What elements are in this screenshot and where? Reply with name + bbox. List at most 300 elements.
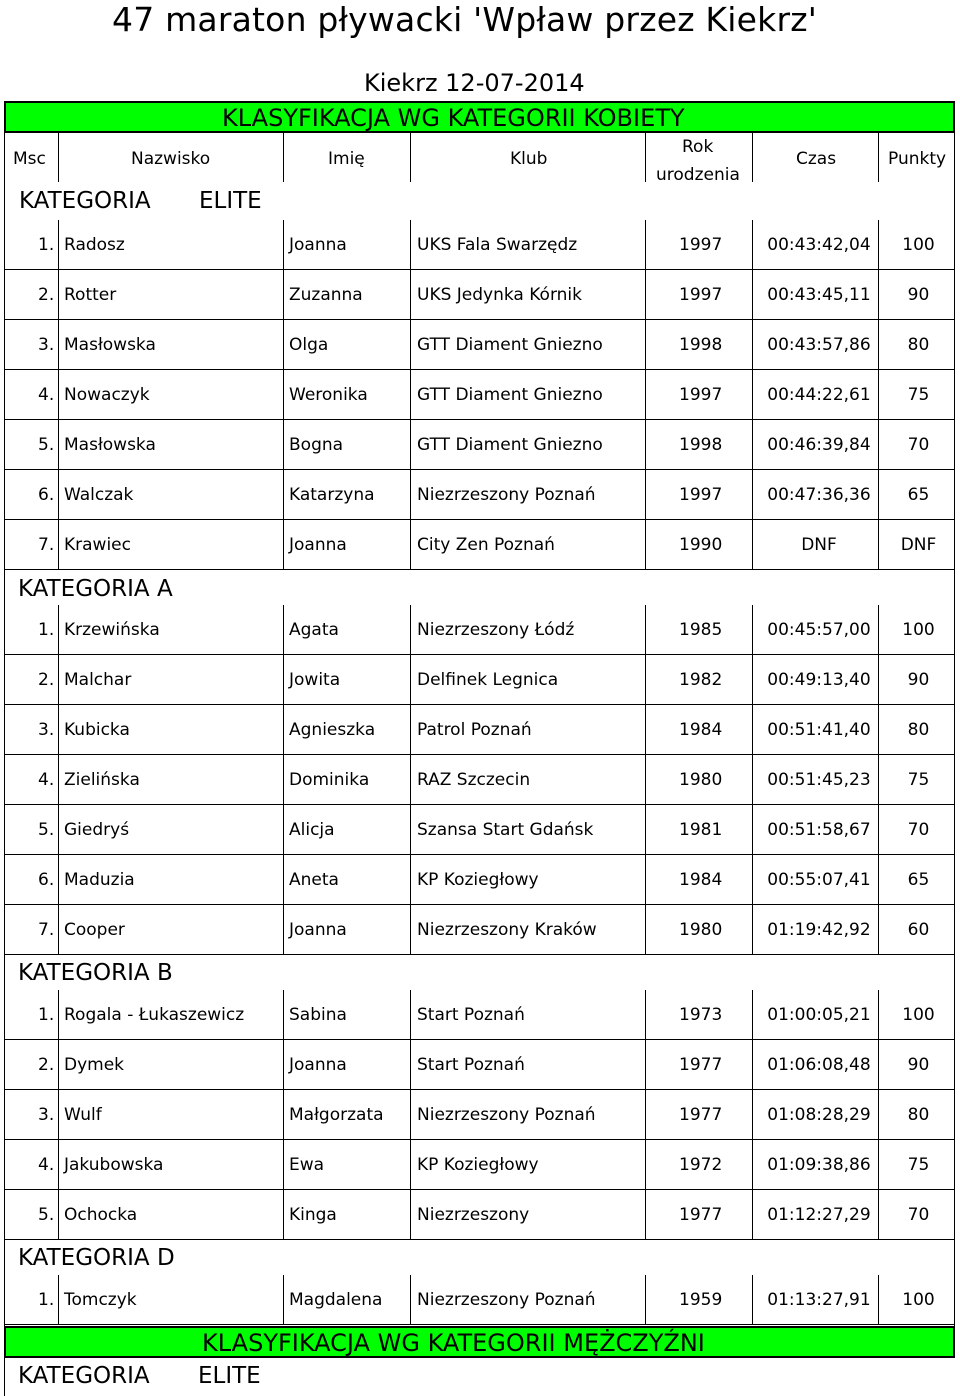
column-divider xyxy=(752,905,753,955)
column-divider xyxy=(283,755,284,805)
column-divider xyxy=(410,370,411,420)
column-divider xyxy=(410,705,411,755)
cell-klub: Niezrzeszony Kraków xyxy=(417,920,597,940)
cell-nazwisko: Krzewińska xyxy=(64,620,160,640)
column-divider xyxy=(58,470,59,520)
cell-punkty: 100 xyxy=(902,235,935,255)
cell-czas: 01:12:27,29 xyxy=(767,1205,871,1225)
column-divider xyxy=(58,705,59,755)
cell-czas: 00:43:42,04 xyxy=(767,235,871,255)
cell-rok: 1973 xyxy=(679,1005,723,1025)
table-row xyxy=(4,705,955,755)
cell-czas: 01:06:08,48 xyxy=(767,1055,871,1075)
category-a-label: KATEGORIA A xyxy=(18,576,173,602)
cell-czas: DNF xyxy=(801,535,837,555)
cell-msc: 1. xyxy=(38,1005,55,1025)
cell-rok: 1980 xyxy=(679,920,723,940)
cell-czas: 01:08:28,29 xyxy=(767,1105,871,1125)
column-divider xyxy=(58,905,59,955)
cell-punkty: 65 xyxy=(907,485,930,505)
cell-imie: Sabina xyxy=(289,1005,347,1025)
category-b-label: KATEGORIA B xyxy=(18,960,173,986)
table-row xyxy=(4,605,955,655)
cell-nazwisko: Krawiec xyxy=(64,535,131,555)
column-divider xyxy=(645,855,646,905)
column-divider xyxy=(58,1275,59,1325)
cell-czas: 01:00:05,21 xyxy=(767,1005,871,1025)
column-divider xyxy=(283,470,284,520)
cell-punkty: 70 xyxy=(907,1205,930,1225)
cell-czas: 01:13:27,91 xyxy=(767,1290,871,1310)
column-divider xyxy=(752,1275,753,1325)
cell-punkty: 90 xyxy=(907,1055,930,1075)
column-divider xyxy=(645,905,646,955)
cell-rok: 1997 xyxy=(679,235,723,255)
cell-klub: GTT Diament Gniezno xyxy=(417,435,603,455)
column-divider xyxy=(878,220,879,270)
column-divider xyxy=(878,805,879,855)
cell-rok: 1998 xyxy=(679,435,723,455)
column-divider xyxy=(283,1275,284,1325)
column-divider xyxy=(283,1140,284,1190)
column-divider xyxy=(878,705,879,755)
cell-klub: City Zen Poznań xyxy=(417,535,555,555)
column-divider xyxy=(752,1190,753,1240)
cell-nazwisko: Radosz xyxy=(64,235,125,255)
column-divider xyxy=(645,1140,646,1190)
cell-czas: 00:51:41,40 xyxy=(767,720,871,740)
column-divider xyxy=(410,520,411,570)
table-row xyxy=(4,990,955,1040)
column-divider xyxy=(58,655,59,705)
column-divider xyxy=(878,270,879,320)
column-divider xyxy=(752,990,753,1040)
banner-men-text: KLASYFIKACJA WG KATEGORII MĘŻCZYŹNI xyxy=(202,1329,705,1357)
column-divider xyxy=(283,705,284,755)
column-divider xyxy=(410,1040,411,1090)
column-divider xyxy=(878,755,879,805)
cell-rok: 1980 xyxy=(679,770,723,790)
cell-czas: 00:47:36,36 xyxy=(767,485,871,505)
cell-rok: 1984 xyxy=(679,720,723,740)
column-divider xyxy=(752,705,753,755)
cell-nazwisko: Maduzia xyxy=(64,870,135,890)
cell-czas: 01:09:38,86 xyxy=(767,1155,871,1175)
category-men-elite-label: KATEGORIA xyxy=(18,1363,150,1389)
cell-nazwisko: Dymek xyxy=(64,1055,125,1075)
cell-imie: Katarzyna xyxy=(289,485,375,505)
column-divider xyxy=(752,1040,753,1090)
cell-klub: Start Poznań xyxy=(417,1055,525,1075)
header-nazwisko: Nazwisko xyxy=(131,149,211,169)
column-divider xyxy=(58,420,59,470)
cell-punkty: 100 xyxy=(902,1005,935,1025)
column-divider xyxy=(58,605,59,655)
cell-nazwisko: Zielińska xyxy=(64,770,140,790)
cell-imie: Joanna xyxy=(289,1055,347,1075)
column-divider xyxy=(878,1190,879,1240)
cell-imie: Kinga xyxy=(289,1205,337,1225)
cell-punkty: 60 xyxy=(907,920,930,940)
column-divider xyxy=(878,990,879,1040)
column-divider xyxy=(645,270,646,320)
column-divider xyxy=(752,605,753,655)
cell-msc: 4. xyxy=(38,1155,55,1175)
cell-klub: Szansa Start Gdańsk xyxy=(417,820,594,840)
column-divider xyxy=(752,655,753,705)
column-divider xyxy=(283,905,284,955)
cell-nazwisko: Jakubowska xyxy=(64,1155,164,1175)
column-divider xyxy=(410,420,411,470)
header-urodzenia: urodzenia xyxy=(656,165,740,185)
cell-nazwisko: Masłowska xyxy=(64,435,156,455)
cell-imie: Dominika xyxy=(289,770,370,790)
cell-imie: Agata xyxy=(289,620,339,640)
table-row xyxy=(4,1040,955,1090)
cell-czas: 00:55:07,41 xyxy=(767,870,871,890)
column-divider xyxy=(58,220,59,270)
column-divider xyxy=(645,370,646,420)
column-divider xyxy=(645,1090,646,1140)
header-czas: Czas xyxy=(796,149,837,169)
cell-punkty: DNF xyxy=(900,535,937,555)
cell-punkty: 100 xyxy=(902,620,935,640)
cell-czas: 00:43:57,86 xyxy=(767,335,871,355)
column-divider xyxy=(410,1090,411,1140)
place-date: Kiekrz 12-07-2014 xyxy=(364,69,585,97)
cell-klub: RAZ Szczecin xyxy=(417,770,531,790)
cell-rok: 1985 xyxy=(679,620,723,640)
cell-nazwisko: Rotter xyxy=(64,285,117,305)
column-divider xyxy=(645,1040,646,1090)
cell-imie: Aneta xyxy=(289,870,339,890)
column-divider xyxy=(283,655,284,705)
cell-rok: 1977 xyxy=(679,1105,723,1125)
cell-punkty: 90 xyxy=(907,285,930,305)
cell-msc: 4. xyxy=(38,385,55,405)
cell-nazwisko: Tomczyk xyxy=(64,1290,137,1310)
column-divider xyxy=(58,805,59,855)
banner-women-text: KLASYFIKACJA WG KATEGORII KOBIETY xyxy=(222,104,685,132)
column-divider xyxy=(58,1190,59,1240)
cell-punkty: 80 xyxy=(907,720,930,740)
cell-punkty: 65 xyxy=(907,870,930,890)
column-divider xyxy=(878,605,879,655)
table-row xyxy=(4,320,955,370)
column-divider xyxy=(752,855,753,905)
column-divider xyxy=(410,905,411,955)
column-divider xyxy=(410,990,411,1040)
column-divider xyxy=(283,1040,284,1090)
cell-czas: 00:46:39,84 xyxy=(767,435,871,455)
column-divider xyxy=(58,755,59,805)
column-divider xyxy=(752,370,753,420)
header-punkty: Punkty xyxy=(888,149,947,169)
cell-rok: 1998 xyxy=(679,335,723,355)
column-divider xyxy=(283,1090,284,1140)
cell-klub: Niezrzeszony Poznań xyxy=(417,1290,596,1310)
cell-nazwisko: Giedryś xyxy=(64,820,130,840)
cell-punkty: 75 xyxy=(907,1155,930,1175)
cell-rok: 1997 xyxy=(679,485,723,505)
column-divider xyxy=(752,420,753,470)
cell-klub: KP Koziegłowy xyxy=(417,1155,539,1175)
cell-imie: Ewa xyxy=(289,1155,325,1175)
category-elite-label: KATEGORIA xyxy=(19,188,151,214)
cell-rok: 1977 xyxy=(679,1205,723,1225)
cell-rok: 1997 xyxy=(679,285,723,305)
cell-punkty: 80 xyxy=(907,1105,930,1125)
cell-czas: 00:45:57,00 xyxy=(767,620,871,640)
column-divider xyxy=(752,805,753,855)
column-divider xyxy=(752,470,753,520)
banner-men xyxy=(4,1326,955,1358)
column-divider xyxy=(878,1090,879,1140)
column-divider xyxy=(410,855,411,905)
cell-msc: 7. xyxy=(38,920,55,940)
cell-imie: Joanna xyxy=(289,535,347,555)
cell-punkty: 70 xyxy=(907,435,930,455)
cell-czas: 00:51:45,23 xyxy=(767,770,871,790)
cell-punkty: 75 xyxy=(907,770,930,790)
table-row xyxy=(4,1275,955,1325)
column-divider xyxy=(878,905,879,955)
header-rok: Rok xyxy=(682,137,714,157)
column-divider xyxy=(878,855,879,905)
cell-imie: Jowita xyxy=(289,670,341,690)
header-klub: Klub xyxy=(510,149,548,169)
cell-nazwisko: Kubicka xyxy=(64,720,130,740)
cell-klub: GTT Diament Gniezno xyxy=(417,335,603,355)
column-divider xyxy=(752,1090,753,1140)
cell-msc: 1. xyxy=(38,620,55,640)
cell-nazwisko: Nowaczyk xyxy=(64,385,150,405)
cell-punkty: 80 xyxy=(907,335,930,355)
column-divider xyxy=(752,270,753,320)
column-divider xyxy=(645,1190,646,1240)
cell-nazwisko: Cooper xyxy=(64,920,125,940)
column-divider xyxy=(410,320,411,370)
category-d-label: KATEGORIA D xyxy=(18,1245,175,1271)
cell-rok: 1981 xyxy=(679,820,723,840)
cell-imie: Olga xyxy=(289,335,329,355)
cell-klub: UKS Jedynka Kórnik xyxy=(417,285,582,305)
column-divider xyxy=(410,1190,411,1240)
column-divider xyxy=(410,755,411,805)
column-divider xyxy=(878,470,879,520)
column-divider xyxy=(283,420,284,470)
cell-nazwisko: Rogala - Łukaszewicz xyxy=(64,1005,245,1025)
column-divider xyxy=(878,655,879,705)
table-row xyxy=(4,470,955,520)
cell-rok: 1977 xyxy=(679,1055,723,1075)
column-divider xyxy=(58,855,59,905)
column-divider xyxy=(283,1190,284,1240)
banner-women xyxy=(4,101,955,133)
cell-nazwisko: Wulf xyxy=(64,1105,102,1125)
cell-klub: GTT Diament Gniezno xyxy=(417,385,603,405)
column-divider xyxy=(878,420,879,470)
cell-punkty: 90 xyxy=(907,670,930,690)
cell-msc: 5. xyxy=(38,435,55,455)
column-divider xyxy=(645,1275,646,1325)
column-divider xyxy=(283,320,284,370)
column-divider xyxy=(410,1275,411,1325)
cell-nazwisko: Walczak xyxy=(64,485,134,505)
column-divider xyxy=(58,990,59,1040)
cell-msc: 7. xyxy=(38,535,55,555)
cell-rok: 1959 xyxy=(679,1290,723,1310)
column-divider xyxy=(410,470,411,520)
cell-nazwisko: Malchar xyxy=(64,670,132,690)
cell-imie: Joanna xyxy=(289,920,347,940)
cell-msc: 2. xyxy=(38,670,55,690)
table-row xyxy=(4,520,955,570)
cell-msc: 2. xyxy=(38,285,55,305)
cell-punkty: 70 xyxy=(907,820,930,840)
cell-imie: Bogna xyxy=(289,435,344,455)
cell-klub: Start Poznań xyxy=(417,1005,525,1025)
column-divider xyxy=(645,655,646,705)
category-elite-name: ELITE xyxy=(199,188,262,214)
column-divider xyxy=(878,370,879,420)
table-row xyxy=(4,905,955,955)
table-row xyxy=(4,1090,955,1140)
cell-nazwisko: Masłowska xyxy=(64,335,156,355)
column-divider xyxy=(410,270,411,320)
column-divider xyxy=(645,990,646,1040)
column-divider xyxy=(645,420,646,470)
column-divider xyxy=(410,1140,411,1190)
column-divider xyxy=(878,1275,879,1325)
column-divider xyxy=(645,705,646,755)
table-row xyxy=(4,270,955,320)
column-divider xyxy=(58,520,59,570)
column-divider xyxy=(58,1090,59,1140)
column-divider xyxy=(878,1040,879,1090)
column-divider xyxy=(645,805,646,855)
table-row xyxy=(4,655,955,705)
cell-czas: 00:51:58,67 xyxy=(767,820,871,840)
column-divider xyxy=(645,220,646,270)
cell-klub: Patrol Poznań xyxy=(417,720,532,740)
cell-punkty: 75 xyxy=(907,385,930,405)
cell-rok: 1972 xyxy=(679,1155,723,1175)
column-divider xyxy=(283,990,284,1040)
cell-klub: Delfinek Legnica xyxy=(417,670,559,690)
category-men-elite-name: ELITE xyxy=(198,1363,261,1389)
cell-klub: Niezrzeszony xyxy=(417,1205,530,1225)
cell-imie: Alicja xyxy=(289,820,335,840)
column-divider xyxy=(878,1140,879,1190)
cell-imie: Małgorzata xyxy=(289,1105,384,1125)
table-row xyxy=(4,420,955,470)
cell-czas: 01:19:42,92 xyxy=(767,920,871,940)
cell-imie: Zuzanna xyxy=(289,285,363,305)
column-divider xyxy=(645,605,646,655)
column-divider xyxy=(283,220,284,270)
cell-msc: 6. xyxy=(38,870,55,890)
table-row xyxy=(4,755,955,805)
cell-klub: UKS Fala Swarzędz xyxy=(417,235,578,255)
column-divider xyxy=(410,605,411,655)
cell-imie: Agnieszka xyxy=(289,720,376,740)
column-divider xyxy=(645,520,646,570)
cell-czas: 00:49:13,40 xyxy=(767,670,871,690)
cell-rok: 1984 xyxy=(679,870,723,890)
column-divider xyxy=(283,270,284,320)
column-divider xyxy=(283,805,284,855)
column-divider xyxy=(283,605,284,655)
column-divider xyxy=(752,220,753,270)
column-divider xyxy=(645,320,646,370)
cell-imie: Joanna xyxy=(289,235,347,255)
table-row xyxy=(4,1190,955,1240)
cell-klub: Niezrzeszony Łódź xyxy=(417,620,575,640)
column-divider xyxy=(283,520,284,570)
cell-msc: 2. xyxy=(38,1055,55,1075)
column-divider xyxy=(58,1140,59,1190)
table-row xyxy=(4,370,955,420)
cell-rok: 1982 xyxy=(679,670,723,690)
cell-msc: 1. xyxy=(38,235,55,255)
cell-klub: Niezrzeszony Poznań xyxy=(417,1105,596,1125)
column-divider xyxy=(58,270,59,320)
cell-msc: 3. xyxy=(38,335,55,355)
header-imie: Imię xyxy=(328,149,365,169)
cell-msc: 5. xyxy=(38,1205,55,1225)
cell-imie: Magdalena xyxy=(289,1290,383,1310)
column-divider xyxy=(58,1040,59,1090)
column-divider xyxy=(410,655,411,705)
cell-msc: 3. xyxy=(38,1105,55,1125)
column-divider xyxy=(58,370,59,420)
cell-klub: Niezrzeszony Poznań xyxy=(417,485,596,505)
cell-msc: 5. xyxy=(38,820,55,840)
column-divider xyxy=(283,855,284,905)
cell-msc: 6. xyxy=(38,485,55,505)
column-divider xyxy=(878,520,879,570)
column-divider xyxy=(645,470,646,520)
cell-punkty: 100 xyxy=(902,1290,935,1310)
column-divider xyxy=(645,755,646,805)
table-row xyxy=(4,805,955,855)
cell-klub: KP Koziegłowy xyxy=(417,870,539,890)
cell-czas: 00:44:22,61 xyxy=(767,385,871,405)
column-divider xyxy=(878,320,879,370)
cell-czas: 00:43:45,11 xyxy=(767,285,871,305)
cell-imie: Weronika xyxy=(289,385,368,405)
table-header xyxy=(4,132,955,214)
table-row xyxy=(4,1140,955,1190)
cell-msc: 4. xyxy=(38,770,55,790)
cell-rok: 1997 xyxy=(679,385,723,405)
table-row xyxy=(4,855,955,905)
cell-msc: 3. xyxy=(38,720,55,740)
page-title: 47 maraton pływacki 'Wpław przez Kiekrz' xyxy=(112,0,818,39)
column-divider xyxy=(283,370,284,420)
column-divider xyxy=(752,320,753,370)
column-divider xyxy=(752,755,753,805)
column-divider xyxy=(410,220,411,270)
cell-rok: 1990 xyxy=(679,535,723,555)
column-divider xyxy=(752,1140,753,1190)
column-divider xyxy=(58,320,59,370)
column-divider xyxy=(410,805,411,855)
cell-nazwisko: Ochocka xyxy=(64,1205,138,1225)
cell-msc: 1. xyxy=(38,1290,55,1310)
header-msc: Msc xyxy=(13,149,46,169)
